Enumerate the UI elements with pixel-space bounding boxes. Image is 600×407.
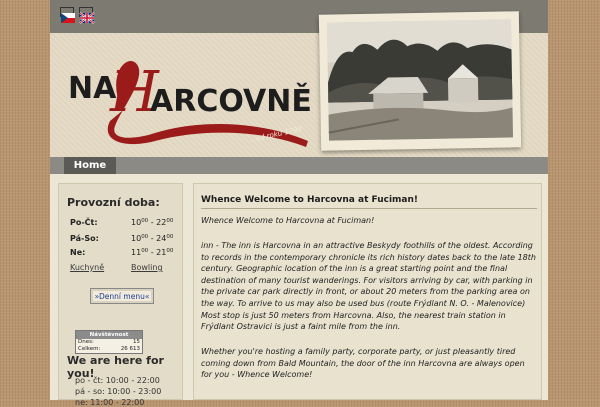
daily-menu-button[interactable]: »Denní menu« xyxy=(90,288,154,304)
hours-time: $10^{00} - 24^{00}$ xyxy=(131,234,174,243)
title-divider xyxy=(201,208,537,209)
here-for-you-title: We are here for you! xyxy=(67,354,164,380)
history-paragraph: inn - The inn is Harcovna in an attractive Beskydy foothills of the oldest. According to records in the contemporary chronicle its rich history dates back to the late 18th century. Geographic location of the inn is a great starting point and the final destination of many tourist wanderings. For visitors arriving by car, with parking in the private car park directly in front, or about 20 meters from the parking area on the way. To arrive to us may also be used bus (route Frýdlant N. O. - Malenovice) Most stop is just 50 meters from Harcovna. Also, the nearest train station in Frýdlant Ostravici is just a faint mile from the inn. xyxy=(201,241,536,332)
hours-time: $10^{00} - 22^{00}$ xyxy=(131,218,174,227)
czech-flag-icon[interactable] xyxy=(60,7,74,17)
inn-photo-image xyxy=(327,19,513,140)
inn-photo xyxy=(319,11,521,150)
sidebar xyxy=(58,183,183,407)
hours-day: Po-Čt: xyxy=(70,218,98,227)
uk-flag-icon[interactable] xyxy=(79,7,93,17)
open-time-row: pá - so: 10:00 - 23:00 xyxy=(75,387,162,396)
site-logo[interactable] xyxy=(60,41,310,151)
kitchen-link[interactable]: Kuchyně xyxy=(70,263,105,272)
welcome-paragraph: Whether you're hosting a family party, corporate party, or just pleasantly tired coming down from Bald Mountain, the door of the inn Harcovna are always open for you - Whence Welcome! xyxy=(201,347,525,380)
page-title: Whence Welcome to Harcovna at Fuciman! xyxy=(201,195,419,205)
hours-day: Pá-So: xyxy=(70,234,99,243)
nav-bar xyxy=(50,157,548,174)
counter-row-today: Dnes: 15 xyxy=(78,339,140,345)
open-time-row: po - čt: 10:00 - 22:00 xyxy=(75,376,160,385)
hours-day: Ne: xyxy=(70,248,86,257)
intro-paragraph: Whence Welcome to Harcovna at Fuciman! xyxy=(201,216,375,225)
counter-row-total: Celkem: 26 613 xyxy=(78,346,140,352)
logo-letter-h: H xyxy=(110,60,159,125)
page-wrapper xyxy=(50,0,548,407)
logo-text-na: NA xyxy=(68,71,117,106)
logo-text-arcovne: ARCOVNĚ xyxy=(150,84,312,119)
bowling-link[interactable]: Bowling xyxy=(131,263,163,272)
logo-tagline: ...od roku 1793 xyxy=(248,125,303,144)
header xyxy=(50,33,548,157)
visit-counter xyxy=(75,330,143,354)
main-content xyxy=(193,183,542,400)
hours-time: $11^{00} - 21^{00}$ xyxy=(131,248,174,257)
counter-title: Návštěvnost xyxy=(76,331,142,339)
open-time-row: ne: 11:00 - 22:00 xyxy=(75,398,145,407)
nav-home-link[interactable]: Home xyxy=(64,157,116,174)
opening-hours-title: Provozní doba: xyxy=(67,196,160,209)
